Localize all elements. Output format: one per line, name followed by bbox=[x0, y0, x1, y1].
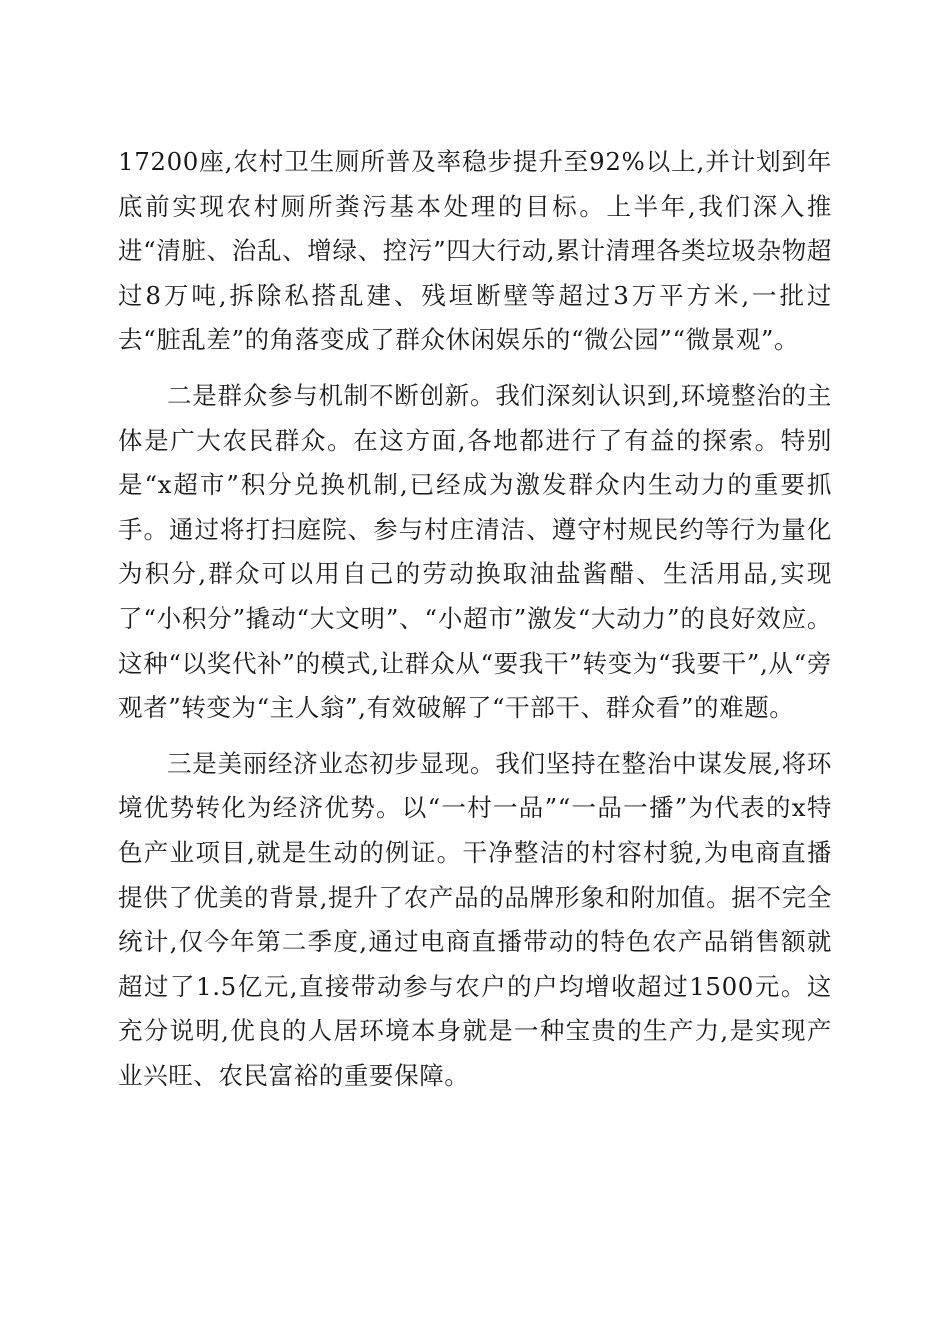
paragraph-public-participation bbox=[118, 374, 832, 731]
paragraph-continued bbox=[118, 140, 832, 363]
document-body bbox=[118, 140, 832, 1098]
paragraph-lead: 二是群众参与机制不断创新。 bbox=[167, 380, 496, 410]
paragraph-beautiful-economy bbox=[118, 742, 832, 1099]
paragraph-text: 我们坚持在整治中谋发展,将环境优势转化为经济优势。以“一村一品”“一品一播”为代表的x特色产业项目,就是生动的例证。干净整洁的村容村貌,为电商直播提供了优美的背景,提升了农产品的品牌形象和附加值。据不完全统计,仅今年第二季度,通过电商直播带动的特色农产品销售额就超过了1.5亿元,直接带动参与农户的户均增收超过1500元。这充分说明,优良的人居环境本身就是一种宝贵的生产力,是实现产业兴旺、农民富裕的重要保障。 bbox=[118, 748, 832, 1090]
paragraph-text: 我们深刻认识到,环境整治的主体是广大农民群众。在这方面,各地都进行了有益的探索。特别是“x超市”积分兑换机制,已经成为激发群众内生动力的重要抓手。通过将打扫庭院、参与村庄清洁、遵守村规民约等行为量化为积分,群众可以用自己的劳动换取油盐酱醋、生活用品,实现了“小积分”撬动“大文明”、“小超市”激发“大动力”的良好效应。这种“以奖代补”的模式,让群众从“要我干”转变为“我要干”,从“旁观者”转变为“主人翁”,有效破解了“干部干、群众看”的难题。 bbox=[118, 380, 832, 723]
paragraph-text: 17200座,农村卫生厕所普及率稳步提升至92%以上,并计划到年底前实现农村厕所粪污基本处理的目标。上半年,我们深入推进“清脏、治乱、增绿、控污”四大行动,累计清理各类垃圾杂物超过8万吨,拆除私搭乱建、残垣断壁等超过3万平方米,一批过去“脏乱差”的角落变成了群众休闲娱乐的“微公园”“微景观”。 bbox=[118, 147, 832, 355]
paragraph-lead: 三是美丽经济业态初步显现。 bbox=[167, 748, 496, 778]
